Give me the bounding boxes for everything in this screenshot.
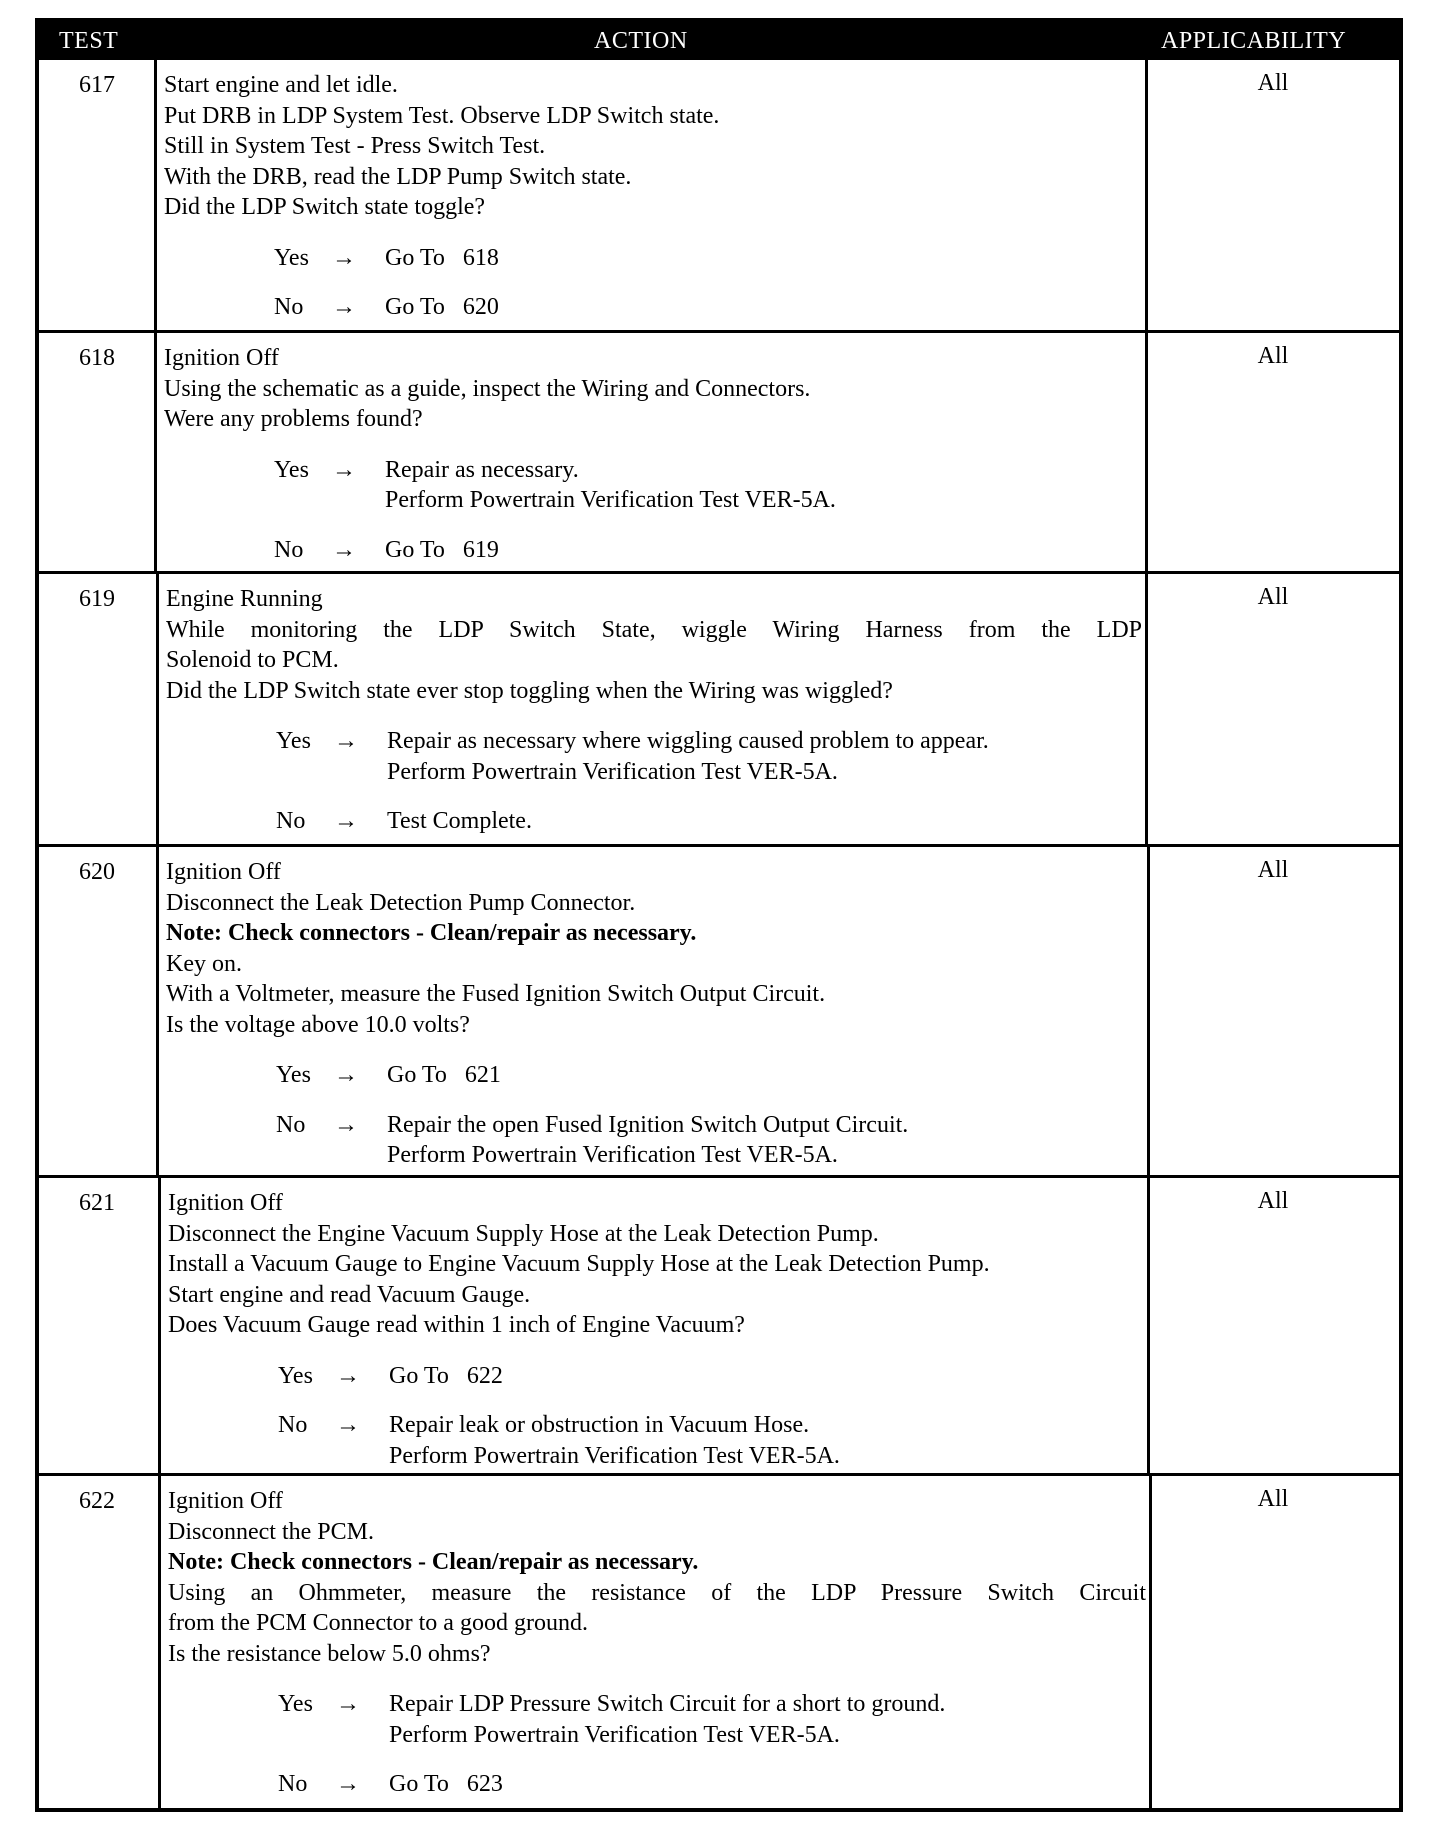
instruction-line: from the PCM Connector to a good ground.	[168, 1610, 588, 1636]
arrow-right-icon: →	[336, 1691, 360, 1717]
instruction-line: Install a Vacuum Gauge to Engine Vacuum Supply Hose at the Leak Detection Pump.	[168, 1251, 990, 1277]
answer-result	[389, 1769, 1146, 1800]
result-line: Go To 623	[389, 1771, 503, 1797]
answer-list	[164, 243, 1142, 323]
answer-label: Yes	[278, 1362, 313, 1389]
instruction-line: Does Vacuum Gauge read within 1 inch of Engine Vacuum?	[168, 1312, 745, 1338]
arrow-right-icon: →	[332, 244, 356, 271]
instruction-line: While monitoring the LDP Switch State, wiggle Wiring Harness from the LDP	[166, 616, 1142, 643]
applicability-value: All	[1257, 1188, 1289, 1214]
answer-no	[168, 1410, 1144, 1471]
answer-no	[166, 806, 1142, 837]
answer-label: Yes	[278, 1691, 313, 1717]
answer-yes	[164, 455, 1142, 516]
answer-result	[387, 726, 1142, 787]
column-divider	[1145, 574, 1148, 844]
test-number: 618	[79, 345, 115, 371]
arrow-right-icon: →	[334, 808, 358, 834]
result-line: Repair LDP Pressure Switch Circuit for a short to ground.	[389, 1691, 946, 1717]
answer-no	[164, 535, 1142, 566]
instruction-line: Disconnect the Engine Vacuum Supply Hose at the Leak Detection Pump.	[168, 1220, 879, 1247]
result-line: Perform Powertrain Verification Test VER-5A.	[389, 1442, 840, 1469]
instruction-line: Using an Ohmmeter, measure the resistance of the LDP Pressure Switch Circuit	[168, 1579, 1146, 1606]
result-line: Perform Powertrain Verification Test VER-5A.	[387, 1142, 838, 1168]
arrow-right-icon: →	[336, 1771, 360, 1797]
action-cell	[166, 584, 1142, 856]
applicability-value: All	[1257, 70, 1289, 96]
table-row	[39, 60, 1399, 333]
answer-no	[168, 1769, 1146, 1800]
instruction-line: Disconnect the Leak Detection Pump Connector.	[166, 889, 636, 916]
answer-label: No	[276, 1111, 306, 1138]
instruction-line: Using the schematic as a guide, inspect the Wiring and Connectors.	[164, 375, 811, 402]
header-applicability: APPLICABILITY	[1161, 28, 1347, 54]
answer-result	[385, 243, 1142, 274]
note-line: Note: Check connectors - Clean/repair as necessary.	[168, 1549, 699, 1575]
test-number: 622	[79, 1488, 115, 1514]
instruction-line: Engine Running	[166, 586, 323, 612]
instruction-line: Still in System Test - Press Switch Test.	[164, 133, 546, 159]
header-test: TEST	[59, 28, 119, 54]
arrow-right-icon: →	[336, 1412, 360, 1438]
test-number: 621	[79, 1190, 115, 1216]
answer-result	[385, 455, 1142, 516]
answer-list	[166, 726, 1142, 837]
result-line: Repair the open Fused Ignition Switch Output Circuit.	[387, 1111, 909, 1138]
instruction-line: Did the LDP Switch state toggle?	[164, 194, 486, 220]
arrow-right-icon: →	[334, 1111, 358, 1138]
table-header	[39, 22, 1399, 60]
result-line: Go To 621	[387, 1062, 501, 1088]
result-line: Repair leak or obstruction in Vacuum Hose.	[389, 1412, 810, 1438]
answer-yes	[166, 726, 1142, 787]
table-row	[39, 847, 1399, 1178]
instruction-line: Solenoid to PCM.	[166, 647, 339, 673]
answer-no	[166, 1110, 1144, 1171]
result-line: Perform Powertrain Verification Test VER-5A.	[389, 1721, 840, 1748]
answer-yes	[168, 1689, 1146, 1750]
answer-label: No	[278, 1771, 308, 1797]
action-cell	[166, 857, 1144, 1190]
answer-label: No	[274, 536, 304, 563]
instruction-line: Ignition Off	[168, 1488, 283, 1514]
result-line: Repair as necessary where wiggling caused problem to appear.	[387, 728, 989, 754]
answer-list	[168, 1361, 1144, 1472]
answer-no	[164, 292, 1142, 323]
answer-label: Yes	[274, 244, 309, 271]
instruction-line: Were any problems found?	[164, 406, 423, 432]
column-divider	[154, 60, 157, 330]
column-divider	[158, 1178, 161, 1473]
result-line: Go To 618	[385, 244, 499, 271]
table-row	[39, 1178, 1399, 1476]
instruction-line: Is the resistance below 5.0 ohms?	[168, 1640, 491, 1667]
arrow-right-icon: →	[334, 1062, 358, 1088]
answer-list	[164, 455, 1142, 566]
diagnostic-table	[35, 18, 1403, 1812]
instruction-line: Ignition Off	[164, 345, 279, 371]
answer-label: No	[276, 808, 306, 834]
column-divider	[1149, 1476, 1152, 1812]
instruction-line: With the DRB, read the LDP Pump Switch state.	[164, 163, 632, 190]
answer-yes	[166, 1060, 1144, 1091]
answer-label: Yes	[276, 1062, 311, 1088]
answer-yes	[168, 1361, 1144, 1392]
applicability-value: All	[1257, 1486, 1289, 1512]
column-divider	[158, 1476, 161, 1812]
result-line: Go To 620	[385, 294, 499, 320]
note-line: Note: Check connectors - Clean/repair as necessary.	[166, 920, 697, 946]
arrow-right-icon: →	[332, 456, 356, 483]
result-line: Go To 622	[389, 1362, 503, 1389]
instruction-line: Start engine and read Vacuum Gauge.	[168, 1281, 531, 1308]
action-cell	[164, 343, 1142, 584]
header-action: ACTION	[594, 28, 688, 54]
test-number: 620	[79, 859, 115, 885]
action-cell	[164, 70, 1142, 342]
action-cell	[168, 1188, 1144, 1490]
table-row	[39, 333, 1399, 574]
arrow-right-icon: →	[332, 536, 356, 563]
instruction-line: Key on.	[166, 950, 242, 977]
column-divider	[1147, 1178, 1150, 1473]
table-row	[39, 574, 1399, 847]
answer-list	[168, 1689, 1146, 1800]
answer-result	[387, 806, 1142, 837]
answer-result	[387, 1110, 1144, 1171]
answer-label: Yes	[276, 728, 311, 754]
instruction-line: Is the voltage above 10.0 volts?	[166, 1011, 470, 1038]
answer-result	[389, 1410, 1144, 1471]
column-divider	[1147, 847, 1150, 1175]
instruction-line: Ignition Off	[166, 859, 281, 885]
applicability-value: All	[1257, 584, 1289, 610]
instruction-line: Disconnect the PCM.	[168, 1518, 374, 1545]
result-line: Test Complete.	[387, 808, 532, 834]
applicability-value: All	[1257, 343, 1289, 369]
instruction-line: Did the LDP Switch state ever stop toggling when the Wiring was wiggled?	[166, 677, 893, 704]
answer-result	[387, 1060, 1144, 1091]
answer-label: Yes	[274, 456, 309, 483]
answer-result	[389, 1689, 1146, 1750]
result-line: Repair as necessary.	[385, 456, 579, 483]
answer-label: No	[274, 294, 304, 320]
action-cell	[168, 1486, 1146, 1819]
column-divider	[156, 574, 159, 844]
instruction-line: Start engine and let idle.	[164, 72, 398, 98]
arrow-right-icon: →	[334, 728, 358, 754]
answer-result	[389, 1361, 1144, 1392]
test-number: 617	[79, 72, 115, 98]
result-line: Go To 619	[385, 536, 499, 563]
column-divider	[156, 847, 159, 1175]
answer-yes	[164, 243, 1142, 274]
arrow-right-icon: →	[336, 1362, 360, 1389]
result-line: Perform Powertrain Verification Test VER-5A.	[387, 758, 838, 785]
answer-result	[385, 292, 1142, 323]
test-number: 619	[79, 586, 115, 612]
column-divider	[1145, 60, 1148, 330]
arrow-right-icon: →	[332, 294, 356, 320]
applicability-value: All	[1257, 857, 1289, 883]
table-row	[39, 1476, 1399, 1812]
answer-result	[385, 535, 1142, 566]
instruction-line: Put DRB in LDP System Test. Observe LDP Switch state.	[164, 102, 720, 129]
instruction-line: With a Voltmeter, measure the Fused Ignition Switch Output Circuit.	[166, 981, 826, 1007]
result-line: Perform Powertrain Verification Test VER-5A.	[385, 487, 836, 513]
answer-list	[166, 1060, 1144, 1171]
instruction-line: Ignition Off	[168, 1190, 283, 1216]
answer-label: No	[278, 1412, 308, 1438]
